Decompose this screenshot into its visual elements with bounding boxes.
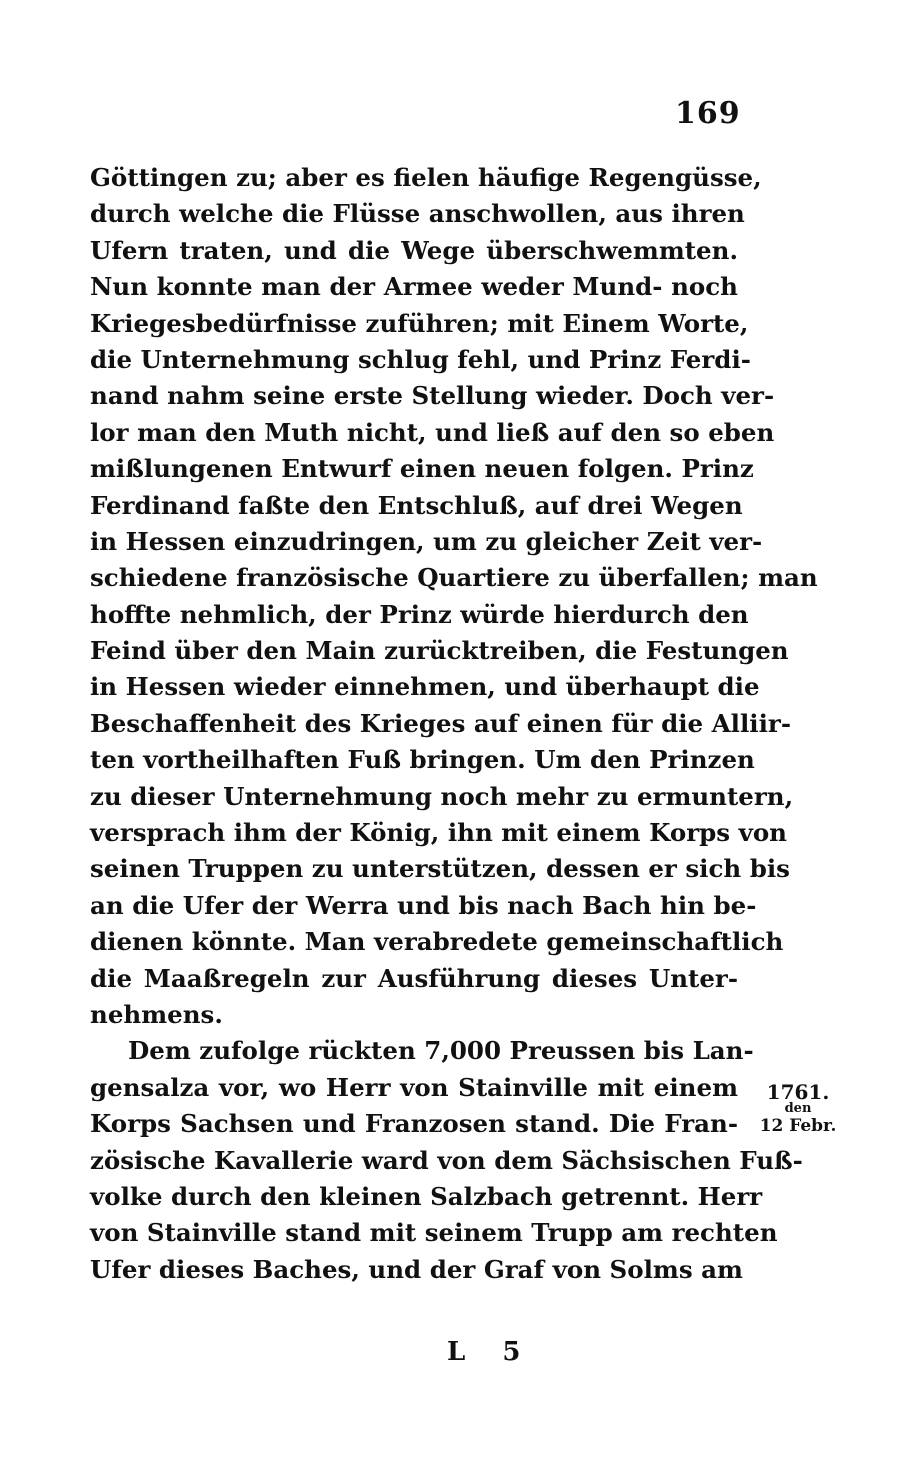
text-line: hoffte nehmlich, der Prinz würde hierdurch den	[90, 599, 749, 629]
margin-note-date: 12 Febr.	[759, 1116, 837, 1136]
text-line: in Hessen wieder einnehmen, und überhaupt die	[90, 672, 760, 702]
text-line: gensalza vor, wo Herr von Stainville mit einem	[90, 1072, 738, 1102]
text-line: Dem zufolge rückten 7,000 Preussen bis Lan-	[128, 1036, 754, 1066]
text-line: Ufer dieses Baches, und der Graf von Solms am	[90, 1254, 743, 1284]
text-line: zösische Kavallerie ward von dem Sächsischen Fuß-	[90, 1145, 803, 1175]
text-line: mißlungenen Entwurf einen neuen folgen. Prinz	[90, 454, 754, 484]
text-line: Göttingen zu; aber es fielen häufige Regengüsse,	[90, 163, 762, 192]
text-line: Beschaffenheit des Krieges auf einen für die Alliir-	[90, 708, 791, 738]
text-line: zu dieser Unternehmung noch mehr zu ermuntern,	[90, 781, 794, 811]
margin-note	[748, 1080, 848, 1136]
text-line: Nun konnte man der Armee weder Mund- noch	[90, 272, 738, 302]
text-line: durch welche die Flüsse anschwollen, aus ihren	[90, 199, 745, 229]
text-line: Ufern traten, und die Wege überschwemmten.	[90, 235, 738, 265]
text-line: Kriegesbedürfnisse zuführen; mit Einem Worte,	[90, 308, 749, 338]
text-line: nand nahm seine erste Stellung wieder. Doch ver-	[90, 381, 775, 411]
text-line: ten vortheilhaften Fuß bringen. Um den Prinzen	[90, 745, 755, 775]
text-line: die Maaßregeln zur Ausführung dieses Unter-	[90, 963, 738, 993]
text-line: Ferdinand faßte den Entschluß, auf drei Wegen	[90, 490, 743, 520]
text-line: volke durch den kleinen Salzbach getrennt. Herr	[90, 1181, 763, 1211]
text-line: lor man den Muth nicht, und ließ auf den so eben	[90, 417, 775, 447]
text-line: Feind über den Main zurücktreiben, die Festungen	[90, 636, 789, 666]
signature-mark: L 5	[447, 1337, 535, 1367]
text-line: dienen könnte. Man verabredete gemeinschaftlich	[90, 927, 784, 957]
page-number: 169	[675, 96, 741, 131]
text-line: von Stainville stand mit seinem Trupp am rechten	[90, 1218, 778, 1248]
text-line: die Unternehmung schlug fehl, und Prinz Ferdi-	[90, 344, 751, 374]
text-line: nehmens.	[90, 999, 223, 1029]
text-line: Korps Sachsen und Franzosen stand. Die Fran-	[90, 1109, 738, 1139]
text-line: in Hessen einzudringen, um zu gleicher Zeit ver-	[90, 526, 763, 556]
text-line: versprach ihm der König, ihn mit einem Korps von	[90, 818, 787, 848]
margin-note-year: 1761.	[766, 1080, 830, 1104]
text-line: schiedene französische Quartiere zu überfallen; man	[90, 563, 818, 593]
text-line: seinen Truppen zu unterstützen, dessen er sich bis	[90, 854, 790, 884]
margin-note-word: den	[784, 1101, 812, 1116]
text-line: an die Ufer der Werra und bis nach Bach hin be-	[90, 890, 757, 920]
